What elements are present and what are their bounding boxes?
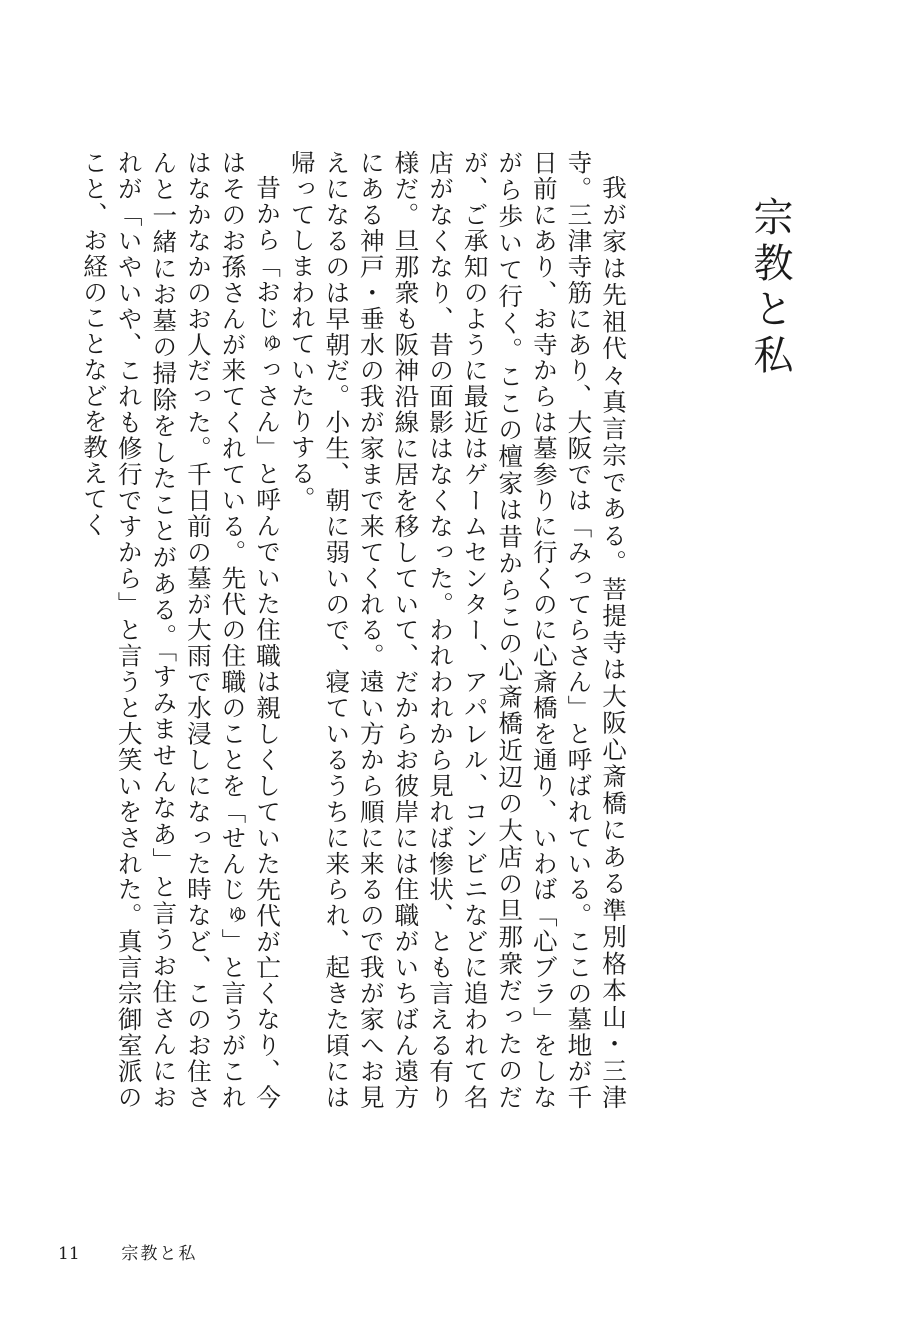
page-number: 11 [58, 1244, 80, 1264]
paragraph-1: 我が家は先祖代々真言宗である。菩提寺は大阪心斎橋にある準別格本山・三津寺。三津寺筋にあり、大阪では「みってらさん」と呼ばれている。ここの墓地が千日前にあり、お寺からは墓参りに行くのに心斎橋を通り、いわば「心ブラ」をしながら歩いて行く。ここの檀家は昔からこの心斎橋近辺の大店の旦那衆だったのだが、ご承知のように最近はゲームセンター、アパレル、コンビニなどに追われて名店がなくなり、昔の面影はなくなった。われわれから見れば惨状、とも言える有り様だ。旦那衆も阪神沿線に居を移していて、だからお彼岸には住職がいちばん遠方にある神戸・垂水の我が家まで来てくれる。遠い方から順に来るので我が家へお見えになるのは早朝だ。小生、朝に弱いので、寝ているうちに来られ、起きた頃には帰ってしまわれていたりする。 [287, 150, 628, 1110]
page-footer [58, 1244, 197, 1264]
paragraph-2: 昔から「おじゅっさん」と呼んでいた住職は親しくしていた先代が亡くなり、今はそのお孫さんが来てくれている。先代の住職のことを「せんじゅ」と言うがこれはなかなかのお人だった。千日前の墓が大雨で水浸しになった時など、このお住さんと一緒にお墓の掃除をしたことがある。「すみませんなあ」と言うお住さんにおれが「いやいや、これも修行ですから」と言うと大笑いをされた。真言宗御室派のこと、お経のことなどを教えてく [80, 150, 283, 1110]
body-text [80, 150, 630, 1110]
running-head: 宗教と私 [121, 1244, 198, 1264]
chapter-title: 宗教と私 [747, 196, 793, 380]
